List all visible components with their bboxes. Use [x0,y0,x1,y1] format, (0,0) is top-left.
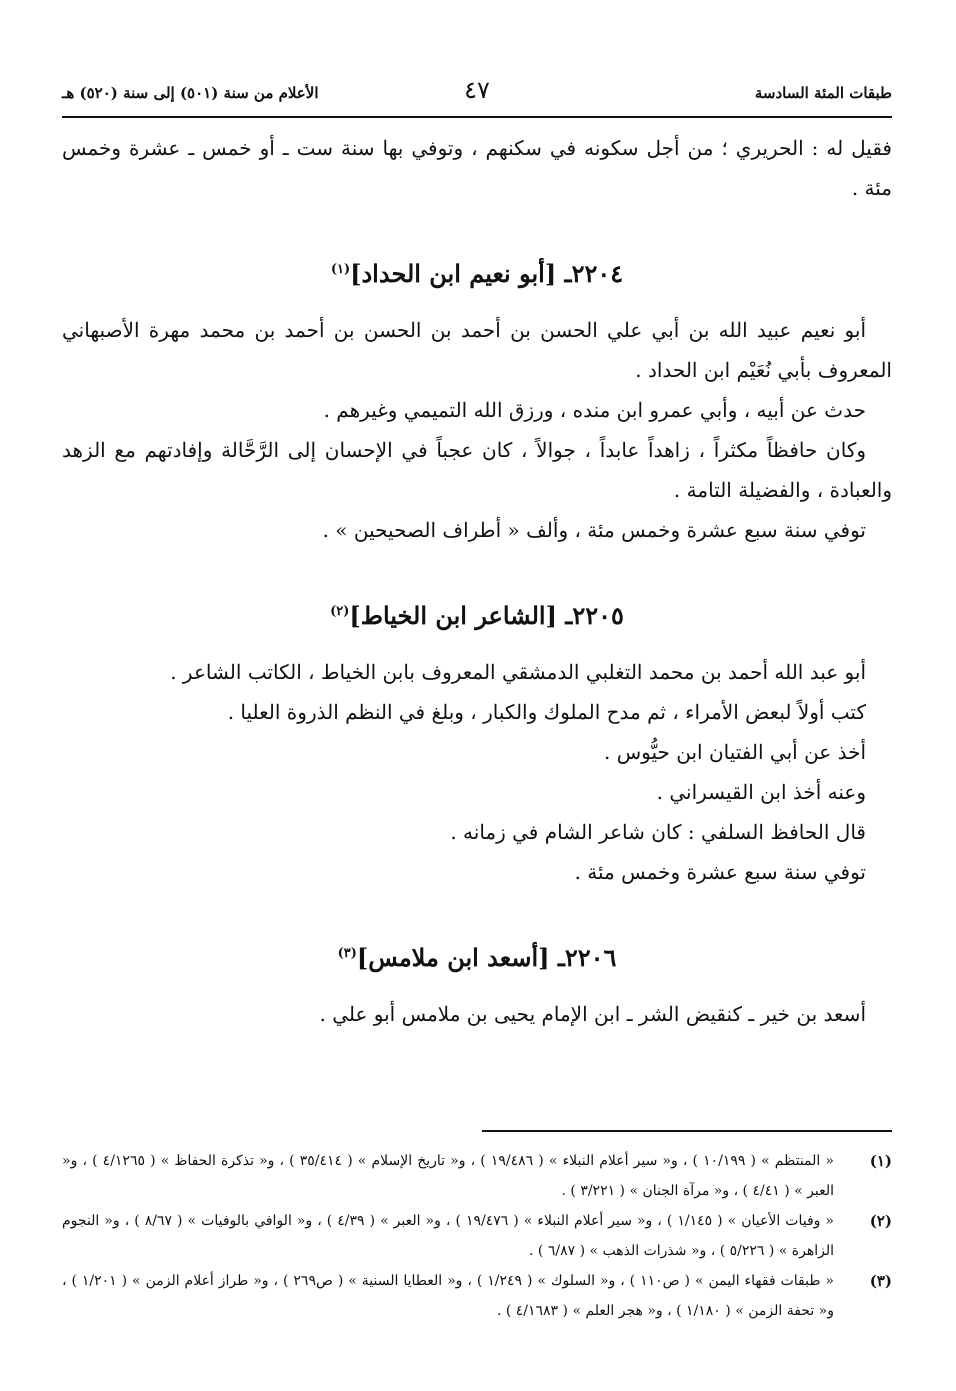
page-number: ٤٧ [464,76,490,104]
footnote-item [62,1146,892,1206]
footnote-ref: (٣) [337,946,357,961]
entry-title-2205 [62,592,892,636]
footnote-ref: (١) [330,262,351,277]
entry-paragraph: كتب أولاً لبعض الأمراء ، ثم مدح الملوك والكبار ، وبلغ في النظم الذروة العليا . [227,700,866,724]
entry-paragraph: قال الحافظ السلفي : كان شاعر الشام في زمانه . [450,820,866,844]
header-section-title: طبقات المئة السادسة [754,84,892,102]
header-range-title: الأعلام من سنة (٥٠١) إلى سنة (٥٢٠) هـ [62,84,319,102]
entry-paragraph: حدث عن أبيه ، وأبي عمرو ابن منده ، ورزق الله التميمي وغيرهم . [323,398,866,422]
footnote-number: (١) [869,1152,892,1170]
entry-title-text: ٢٢٠٤ـ [أبو نعيم ابن الحداد] [350,259,624,288]
entry-paragraph: توفي سنة سبع عشرة وخمس مئة ، وألف « أطراف الصحيحين » . [322,518,866,542]
footnote-text: « المنتظم » ( ١٠/١٩٩ ) ، و« سير أعلام النبلاء » ( ١٩/٤٨٦ ) ، و« تاريخ الإسلام » ( ٣٥/٤١٤ ) ، و« تذكرة الحفاظ » ( ٤/١٢٦٥ ) ، و« العبر » ( ٤/٤١ ) ، و« مرآة الجنان » ( ٣/٢٢١ ) . [62,1153,834,1199]
footnotes [62,1146,892,1326]
running-header [62,78,892,112]
main-text [62,128,892,1034]
intro-paragraph: فقيل له : الحريري ؛ من أجل سكونه في سكنهم ، وتوفي بها سنة ست ـ أو خمس ـ عشرة وخمس مئة . [62,136,892,200]
footnote-text: « طبقات فقهاء اليمن » ( ص١١٠ ) ، و« السلوك » ( ١/٢٤٩ ) ، و« العطايا السنية » ( ص٢٦٩ ) ، و« طراز أعلام الزمن » ( ١/٢٠١ ) ، و« تحفة الزمن » ( ١/١٨٠ ) ، و« هجر العلم » ( ٤/١٦٨٣ ) . [62,1273,834,1319]
footnote-divider [482,1130,892,1132]
entry-paragraph: توفي سنة سبع عشرة وخمس مئة . [574,860,866,884]
entry-paragraph: وكان حافظاً مكثراً ، زاهداً عابداً ، جوالاً ، كان عجباً في الإحسان إلى الرَّحَّالة وإفادتهم مع الزهد والعبادة ، والفضيلة التامة . [62,438,892,502]
entry-paragraph: أبو عبد الله أحمد بن محمد التغلبي الدمشقي المعروف بابن الخياط ، الكاتب الشاعر . [170,660,866,684]
entry-title-2206 [62,934,892,978]
book-page [62,0,892,1391]
footnote-text: « وفيات الأعيان » ( ١/١٤٥ ) ، و« سير أعلام النبلاء » ( ١٩/٤٧٦ ) ، و« العبر » ( ٤/٣٩ ) ، و« الوافي بالوفيات » ( ٨/٦٧ ) ، و« النجوم الزاهرة » ( ٥/٢٢٦ ) ، و« شذرات الذهب » ( ٦/٨٧ ) . [62,1213,834,1259]
entry-paragraph: وعنه أخذ ابن القيسراني . [656,780,866,804]
footnote-number: (٢) [869,1212,892,1230]
entry-title-text: ٢٢٠٥ـ [الشاعر ابن الخياط] [349,601,624,630]
entry-paragraph: أسعد بن خير ـ كنقيض الشر ـ ابن الإمام يحيى بن ملامس أبو علي . [319,1002,866,1026]
entry-title-2204 [62,250,892,294]
header-divider [62,116,892,118]
entry-paragraph: أبو نعيم عبيد الله بن أبي علي الحسن بن أحمد بن الحسن بن أحمد بن محمد مهرة الأصبهاني المعروف بأبي نُعَيْم ابن الحداد . [62,318,892,382]
footnote-item [62,1266,892,1326]
entry-paragraph: أخذ عن أبي الفتيان ابن حيُّوس . [604,740,866,764]
footnote-number: (٣) [869,1272,892,1290]
footnote-item [62,1206,892,1266]
entry-title-text: ٢٢٠٦ـ [أسعد ابن ملامس] [356,943,617,972]
footnote-ref: (٢) [330,604,350,619]
